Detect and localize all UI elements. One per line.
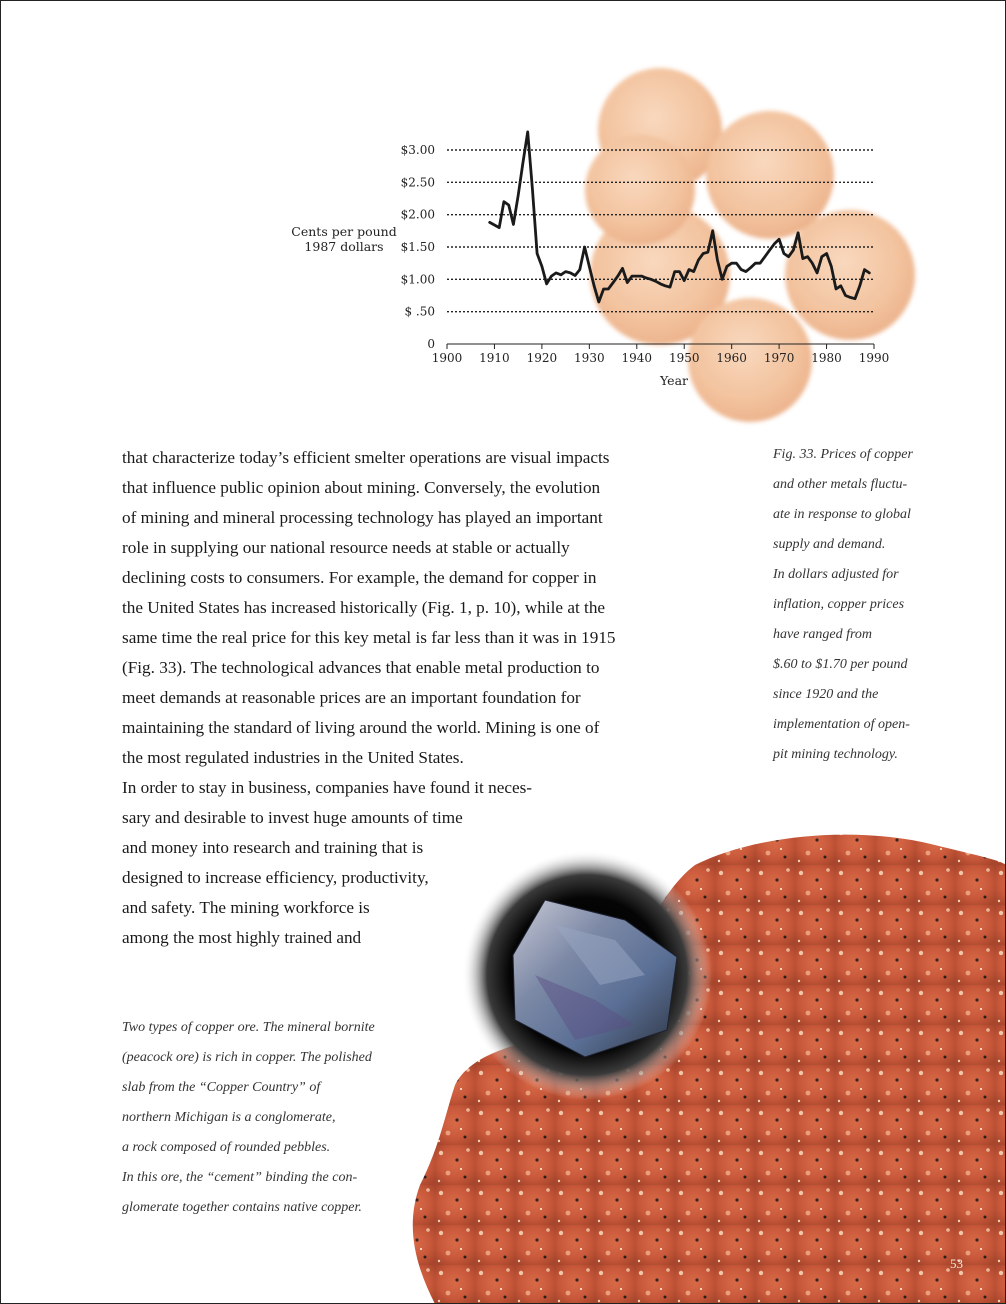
x-tick-label: 1920	[526, 351, 558, 365]
axes	[447, 344, 874, 349]
ore-caption	[122, 1013, 422, 1223]
body-text-line: same time the real price for this key metal is far less than it was in 1915	[122, 628, 616, 647]
x-tick-label: 1950	[668, 351, 700, 365]
ore-caption-line: glomerate together contains native copper.	[122, 1200, 362, 1215]
series	[490, 132, 870, 302]
copper-price-line	[490, 132, 870, 302]
body-text-line: of mining and mineral processing technology has played an important	[122, 508, 603, 527]
figure-caption-line: since 1920 and the	[773, 687, 879, 702]
body-text-line: designed to increase efficiency, productivity,	[122, 868, 429, 887]
figure-caption-line: $.60 to $1.70 per pound	[773, 657, 908, 672]
figure-33-caption	[773, 440, 973, 770]
y-tick-label: $ .50	[404, 304, 435, 319]
y-axis-label	[280, 224, 408, 254]
y-tick-label: 0	[427, 337, 435, 351]
x-tick-label: 1910	[479, 351, 510, 365]
ore-caption-line: slab from the “Copper Country” of	[122, 1080, 321, 1095]
body-text-line: among the most highly trained and	[122, 928, 362, 947]
x-tick-label: 1930	[574, 351, 605, 365]
figure-caption-line: and other metals fluctu-	[773, 477, 908, 492]
figure-caption-line: Fig. 33. Prices of copper	[773, 447, 913, 462]
ore-caption-line: Two types of copper ore. The mineral bornite	[122, 1020, 375, 1035]
figure-caption-line: implementation of open-	[773, 717, 910, 732]
body-text-line: that characterize today’s efficient smelter operations are visual impacts	[122, 448, 610, 467]
ore-caption-line: northern Michigan is a conglomerate,	[122, 1110, 336, 1125]
copper-ore-illustration	[395, 825, 1006, 1304]
figure-caption-line: In dollars adjusted for	[773, 567, 899, 582]
x-tick-label: 1980	[811, 351, 842, 365]
x-tick-label: 1900	[431, 351, 463, 365]
x-tick-labels	[432, 351, 890, 365]
x-tick-label: 1990	[858, 351, 890, 365]
y-tick-label: $1.50	[400, 240, 435, 254]
body-text-line: (Fig. 33). The technological advances that enable metal production to	[122, 658, 600, 677]
copper-price-chart	[280, 120, 920, 410]
body-text-line: maintaining the standard of living around the world. Mining is one of	[122, 718, 600, 737]
chart-svg	[280, 120, 920, 410]
figure-caption-line: have ranged from	[773, 627, 873, 642]
x-tick-label: 1960	[716, 351, 747, 365]
body-text-line: that influence public opinion about mining. Conversely, the evolution	[122, 478, 601, 497]
body-text-line: the most regulated industries in the United States.	[122, 748, 464, 767]
body-text-line: role in supplying our national resource needs at stable or actually	[122, 538, 570, 557]
body-text-line: and money into research and training that is	[122, 838, 424, 857]
x-tick-label: 1970	[763, 351, 795, 365]
y-tick-label: $1.00	[400, 272, 435, 287]
x-axis-label: Year	[660, 373, 688, 388]
body-text-line: the United States has increased historically (Fig. 1, p. 10), while at the	[122, 598, 606, 617]
y-axis-label-line2: 1987 dollars	[304, 239, 384, 254]
page-number: 53	[950, 1256, 963, 1271]
gridlines	[447, 150, 874, 312]
body-text-line: and safety. The mining workforce is	[122, 898, 370, 917]
body-text-line: declining costs to consumers. For example, the demand for copper in	[122, 568, 597, 587]
y-tick-label: $2.50	[400, 175, 435, 190]
ore-caption-line: (peacock ore) is rich in copper. The polished	[122, 1050, 372, 1065]
figure-caption-line: pit mining technology.	[773, 747, 898, 762]
y-tick-label: $2.00	[400, 207, 435, 222]
body-text-line: meet demands at reasonable prices are an important foundation for	[122, 688, 581, 707]
ore-caption-line: In this ore, the “cement” binding the con-	[122, 1170, 358, 1185]
figure-caption-line: ate in response to global	[773, 507, 911, 522]
y-axis-label-line1: Cents per pound	[291, 224, 397, 239]
figure-caption-line: inflation, copper prices	[773, 597, 905, 612]
body-text-line: In order to stay in business, companies have found it neces-	[122, 778, 533, 797]
y-tick-label: $3.00	[400, 143, 435, 157]
x-tick-label: 1940	[621, 351, 653, 365]
ore-caption-line: a rock composed of rounded pebbles.	[122, 1140, 331, 1155]
body-text-line: sary and desirable to invest huge amounts of time	[122, 808, 463, 827]
figure-caption-line: supply and demand.	[773, 537, 886, 552]
